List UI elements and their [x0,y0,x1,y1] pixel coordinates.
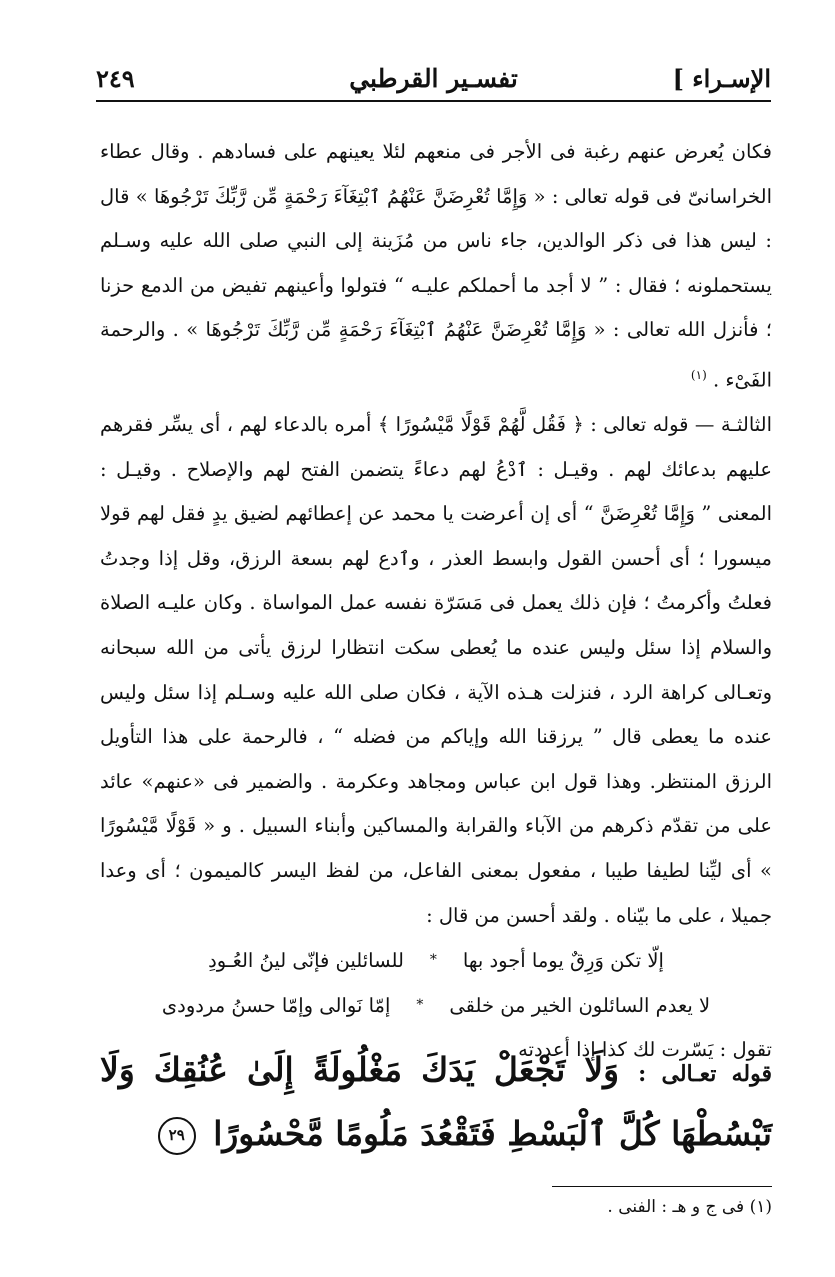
book-title: تفسـير القرطبي [349,63,518,93]
verse-intro: قوله تعـالى : [638,1061,772,1087]
footnote-marker: (١) [690,367,707,382]
poem-line-1 [100,938,772,983]
poem-line-1-second: للسائلين فإنّى لينُ العُـودِ [208,949,404,973]
poem-line-2 [100,983,772,1028]
header-rule [96,100,771,102]
section-name: الإسـراء ] [672,63,771,93]
ayah-number-icon: ٢٩ [158,1117,196,1155]
page-header [96,58,771,98]
footnote: (١) فى ج و هـ : الفنى . [607,1197,772,1217]
footnote-rule [552,1186,772,1187]
poem-line-2-first: لا يعدم السائلون الخير من خلقى [449,994,711,1018]
quran-verse-block [100,1040,772,1164]
poem-separator: * [416,997,424,1014]
paragraph-2: الثالثـة — قوله تعالى : ﴿ فَقُل لَّهُمْ قَوْلًا مَّيْسُورًا ﴾ أمره بالدعاء لهم ، أى يسِّر فقرهم عليهم بدعائك لهم . وقيـل : ٱدْعُ لهم دعاءً يتضمن الفتح لهم والإصلاح . وقيـل : المعنى ” وَإِمَّا تُعْرِضَنَّ “ أى إن أعرضت يا محمد عن إعطائهم لضيق يدٍ فقل لهم قولا ميسورا ؛ أى أحسن القول وابسط العذر ، وٱدع لهم بسعة الرزق، وقل إذا وجدتُ فعلتُ وأكرمتُ ؛ فإن ذلك يعمل فى مَسَرّة نفسه عمل المواساة . وكان عليـه الصلاة والسلام إذا سئل وليس عنده ما يُعطى سكت انتظارا لرزق يأتى من الله سبحانه وتعـالى كراهة الرد ، فنزلت هـذه الآية ، فكان صلى الله عليه وسـلم إذا سئل وليس عنده ما يعطى قال ” يرزقنا الله وإياكم من فضله “ ، فالرحمة على هذا التأويل الرزق المنتظر. وهذا قول ابن عباس ومجاهد وعكرمة . والضمير فى «عنهم» عائد على من تقدّم ذكرهم من الآباء والقرابة والمساكين وأبناء السبيل . و « قَوْلًا مَّيْسُورًا » أى ليِّنا لطيفا طيبا ، مفعول بمعنى الفاعل، من لفظ اليسر كالميمون ؛ أى وعدا جميلا ، على ما بيّناه . ولقد أحسن من قال : [100,413,772,927]
after-poem-text: تقول : يَسّرت لك كذا إذا أعددته . [505,1038,772,1062]
page-number: ٢٤٩ [96,63,135,93]
poem-separator: * [429,952,437,969]
poem-line-1-first: إلّا تكن وَرِقٌ يوما أجود بها [462,949,664,973]
body-text [100,130,772,1073]
paragraph-1 [100,130,772,403]
paragraph-1-text: فكان يُعرض عنهم رغبة فى الأجر فى منعهم لئلا يعينهم على فسادهم . وقال عطاء الخراسانىّ فى قوله تعالى : « وَإِمَّا تُعْرِضَنَّ عَنْهُمُ ٱبْتِغَآءَ رَحْمَةٍ مِّن رَّبِّكَ تَرْجُوهَا » قال : ليس هذا فى ذكر الوالدين، جاء ناس من مُزَينة إلى النبي صلى الله عليه وسـلم يستحملونه ؛ فقال : ” لا أجد ما أحملكم عليـه “ فتولوا وأعينهم تفيض من الدمع حزنا ؛ فأنزل الله تعالى : « وَإِمَّا تُعْرِضَنَّ عَنْهُمُ ٱبْتِغَآءَ رَحْمَةٍ مِّن رَّبِّكَ تَرْجُوهَا » . والرحمة الفَىْء . [100,140,772,392]
poem-line-2-second: إمّا نَوالى وإمّا حسنُ مردودى [161,994,391,1018]
quran-verse: وَلَا تَجْعَلْ يَدَكَ مَغْلُولَةً إِلَىٰ عُنُقِكَ وَلَا تَبْسُطْهَا كُلَّ ٱلْبَسْطِ فَتَقْعُدَ مَلُومًا مَّحْسُورًا [100,1050,772,1153]
